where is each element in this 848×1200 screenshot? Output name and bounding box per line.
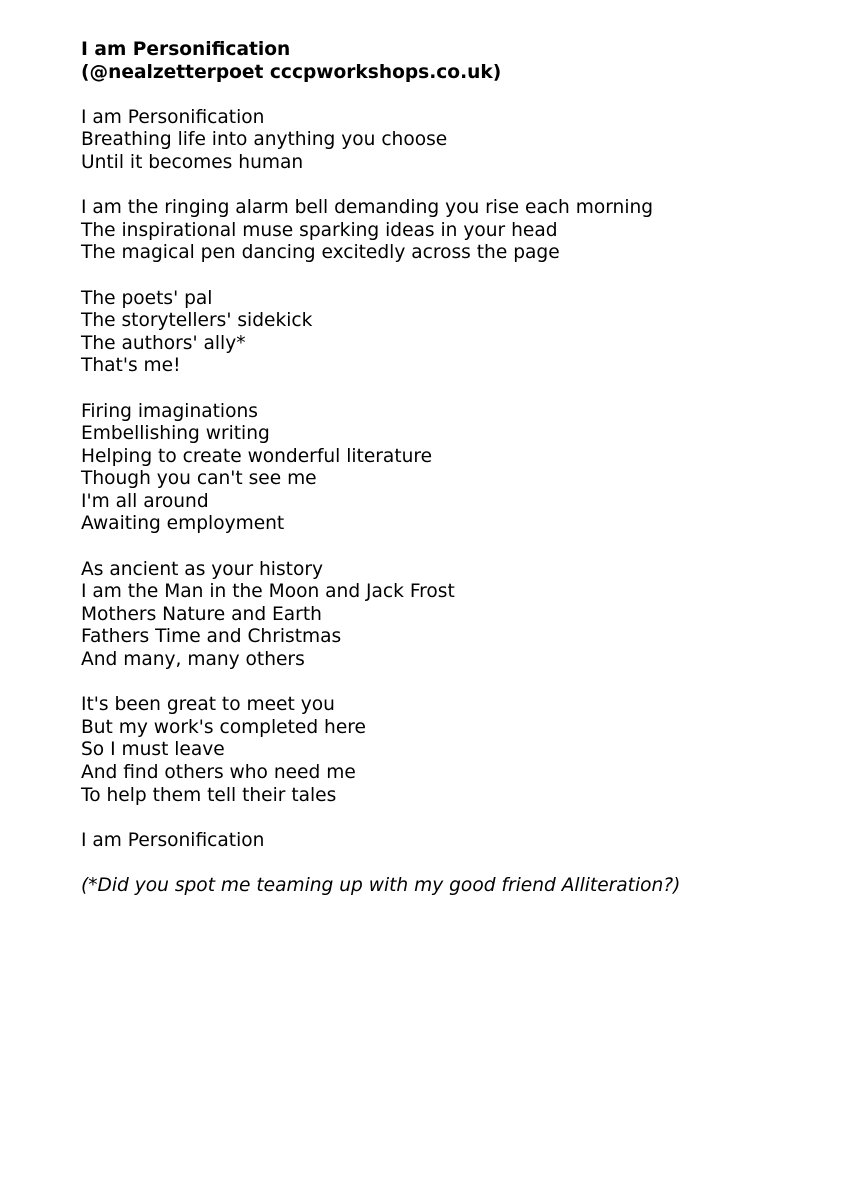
poem-line: The magical pen dancing excitedly across the page — [81, 242, 560, 264]
poem-line: Until it becomes human — [81, 151, 304, 173]
poem-line: That's me! — [81, 355, 181, 377]
poem-line: Awaiting employment — [81, 513, 285, 535]
poem-line: The authors' ally* — [81, 332, 246, 354]
poem-line: But my work's completed here — [81, 716, 366, 738]
poem-line: Breathing life into anything you choose — [81, 129, 448, 151]
poem-line: Fathers Time and Christmas — [81, 626, 342, 648]
poem-line: The inspirational muse sparking ideas in your head — [81, 219, 558, 241]
stanza-5 — [81, 559, 821, 672]
poem-line: Helping to create wonderful literature — [81, 445, 433, 467]
poem-line: It's been great to meet you — [81, 694, 335, 716]
poem-line: And many, many others — [81, 649, 305, 671]
poem-line: I am the ringing alarm bell demanding you rise each morning — [81, 197, 654, 219]
stanza-2 — [81, 197, 821, 265]
poem-line: To help them tell their tales — [81, 784, 337, 806]
poem-line: The storytellers' sidekick — [81, 310, 313, 332]
poem-line: I am the Man in the Moon and Jack Frost — [81, 581, 455, 603]
poem-line: The poets' pal — [81, 287, 213, 309]
stanza-1 — [81, 107, 821, 175]
poem-line: So I must leave — [81, 739, 225, 761]
title-block — [81, 39, 821, 84]
poem-line: I am Personification — [81, 829, 265, 851]
stanza-6 — [81, 694, 821, 807]
poem-line: Though you can't see me — [81, 468, 317, 490]
poem-line: Embellishing writing — [81, 423, 270, 445]
stanza-3 — [81, 288, 821, 378]
poem-title: I am Personification — [81, 39, 291, 60]
footnote: (*Did you spot me teaming up with my good friend Alliteration?) — [81, 874, 681, 896]
poem-line: Mothers Nature and Earth — [81, 603, 322, 625]
stanza-4 — [81, 401, 821, 537]
poem-attribution: (@nealzetterpoet cccpworkshops.co.uk) — [81, 61, 502, 83]
poem-line: I am Personification — [81, 106, 265, 128]
poem-line: Firing imaginations — [81, 400, 258, 422]
stanza-7 — [81, 830, 821, 853]
poem-line: I'm all around — [81, 490, 209, 512]
poem-document — [81, 39, 821, 898]
poem-line: And find others who need me — [81, 762, 356, 783]
poem-line: As ancient as your history — [81, 558, 323, 580]
